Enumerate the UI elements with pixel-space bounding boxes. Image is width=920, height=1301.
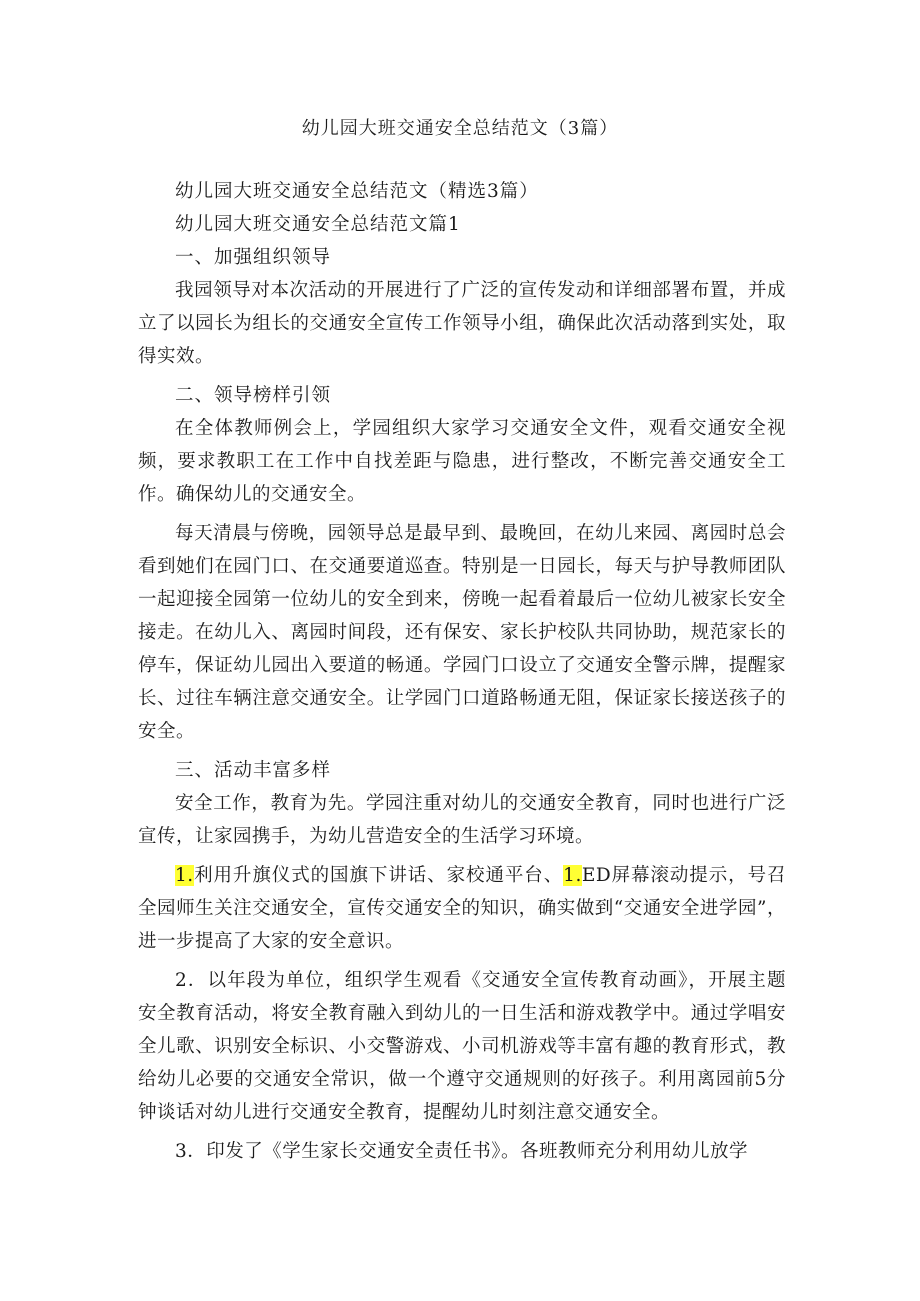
document-title: 幼儿园大班交通安全总结范文（3篇） [301,118,619,139]
heading-leadership-example: 二、领导榜样引领 [175,385,332,406]
paragraph-item-1 [138,859,786,958]
heading-strengthen-leadership: 一、加强组织领导 [175,247,332,268]
highlight-marker: 1. [563,865,582,886]
highlight-marker: 1. [175,865,194,886]
paragraph-section-title: 幼儿园大班交通安全总结范文篇1 [175,214,461,235]
paragraph-subtitle: 幼儿园大班交通安全总结范文（精选3篇） [175,181,539,202]
paragraph-daily-patrol: 每天清晨与傍晚，园领导总是最早到、最晚回，在幼儿来园、离园时总会看到她们在园门口、在交通要道巡查。特别是一日园长，每天与护导教师团队一起迎接全园第一位幼儿的安全到来，傍晚一起看着最后一位幼儿被家长安全接走。在幼儿入、离园时间段，还有保安、家长护校队共同协助，规范家长的停车，保证幼儿园出入要道的畅通。学园门口设立了交通安全警示牌，提醒家长、过往车辆注意交通安全。让学园门口道路畅通无阻，保证家长接送孩子的安全。 [138,523,786,742]
paragraph-item-3: 3．印发了《学生家长交通安全责任书》。各班教师充分利用幼儿放学 [175,1141,749,1162]
paragraph-teacher-meeting: 在全体教师例会上，学园组织大家学习交通安全文件，观看交通安全视频，要求教职工在工作中自找差距与隐患，进行整改，不断完善交通安全工作。确保幼儿的交通安全。 [138,418,786,505]
heading-rich-activities: 三、活动丰富多样 [175,760,332,781]
item-1-text-b: ED屏幕滚动提示，号召全园师生关注交通安全，宣传交通安全的知识，确实做到“交通安全进学园”，进一步提高了大家的安全意识。 [138,865,786,952]
document-body [138,175,786,1168]
item-1-text-a: 利用升旗仪式的国旗下讲话、家校通平台、 [193,865,564,886]
paragraph-safety-first: 安全工作，教育为先。学园注重对幼儿的交通安全教育，同时也进行广泛宣传，让家园携手，为幼儿营造安全的生活学习环境。 [138,793,786,847]
paragraph-leadership: 我园领导对本次活动的开展进行了广泛的宣传发动和详细部署布置，并成立了以园长为组长的交通安全宣传工作领导小组，确保此次活动落到实处，取得实效。 [138,280,786,367]
paragraph-item-2: 2．以年段为单位，组织学生观看《交通安全宣传教育动画》，开展主题安全教育活动，将安全教育融入到幼儿的一日生活和游戏教学中。通过学唱安全儿歌、识别安全标识、小交警游戏、小司机游戏等丰富有趣的教育形式，教给幼儿必要的交通安全常识，做一个遵守交通规则的好孩子。利用离园前5分钟谈话对幼儿进行交通安全教育，提醒幼儿时刻注意交通安全。 [138,970,786,1123]
